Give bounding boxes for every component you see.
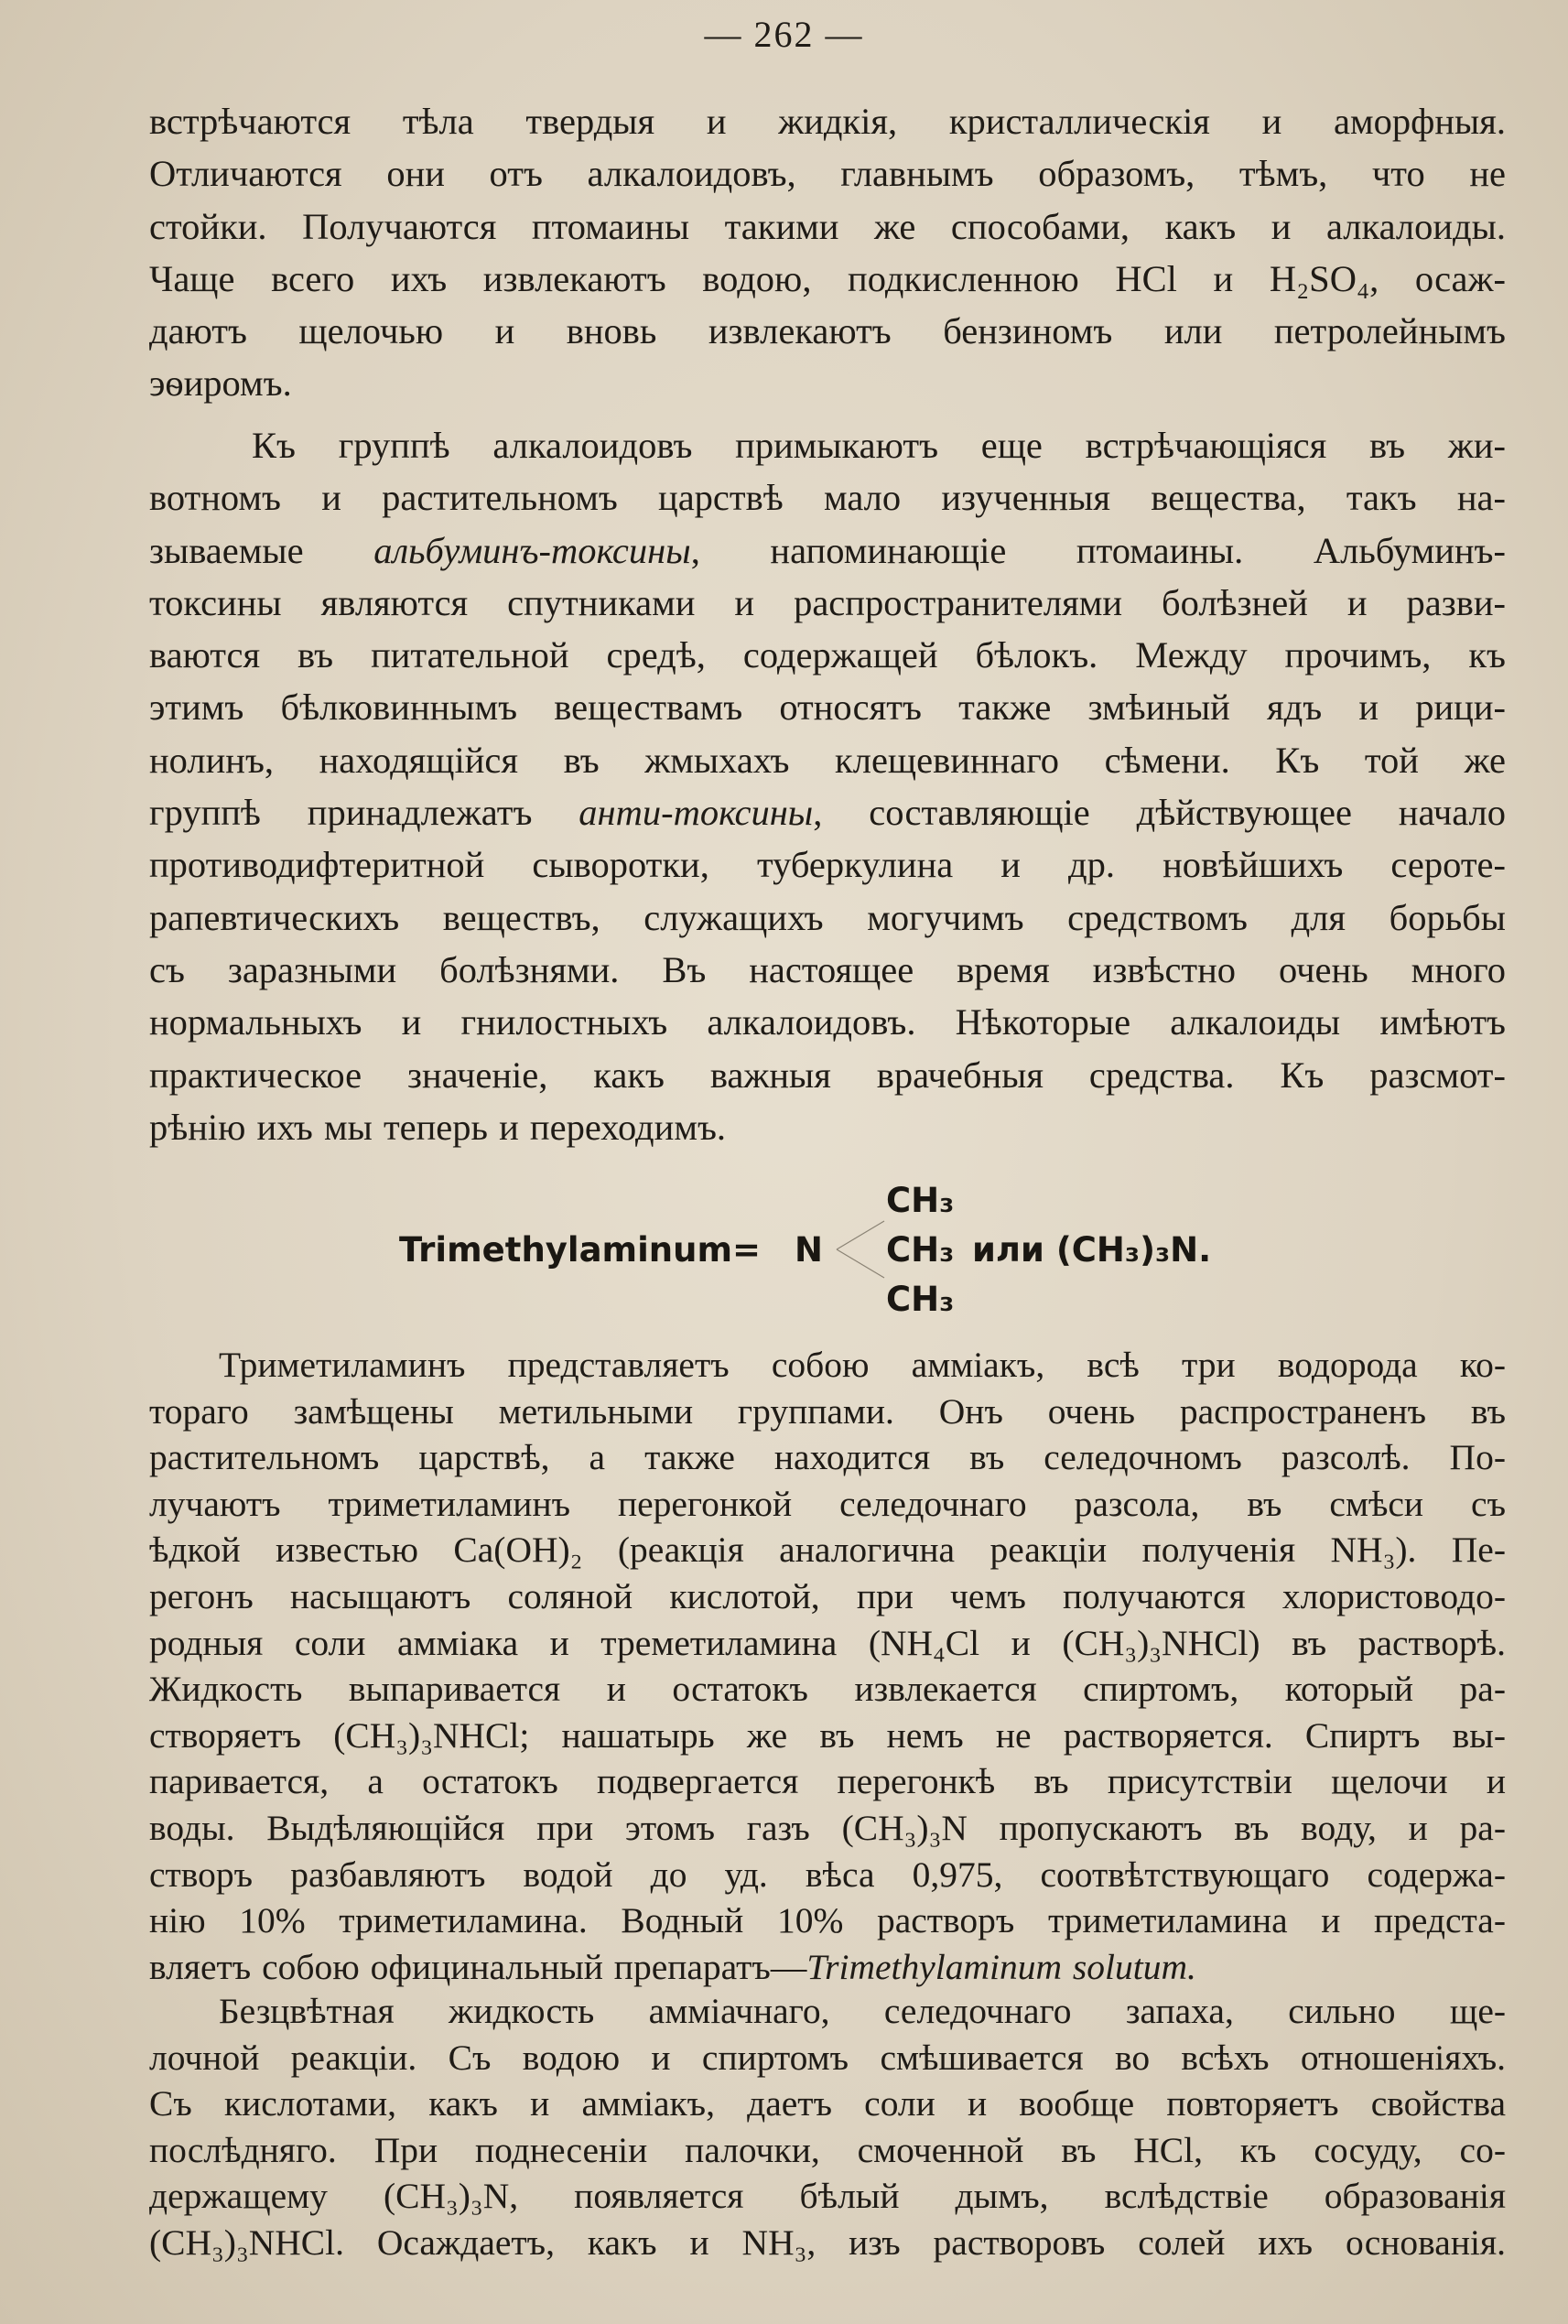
formula-equals: =: [732, 1230, 762, 1270]
text-line: нормальныхъ и гнилостныхъ алкалоидовъ. Нѣкоторые алкалоиды имѣютъ: [149, 1001, 1506, 1043]
text-line: нолинъ, находящійся въ жмыхахъ клещевиннаго сѣмени. Къ той же: [149, 739, 1506, 781]
text-line: рѣнію ихъ мы теперь и переходимъ.: [149, 1106, 727, 1148]
text-line: [149, 1944, 1506, 1991]
term-anti-toxins: анти-токсины: [579, 792, 814, 834]
text-line: лочной реакціи. Съ водою и спиртомъ смѣшивается во всѣхъ отношеніяхъ.: [149, 2037, 1506, 2078]
formula-methyl-top: CH₃: [886, 1181, 955, 1220]
paragraph-ptomaines-continued: [149, 95, 1506, 410]
text-line: даютъ щелочью и вновь извлекаютъ бензиномъ или петролейнымъ: [149, 310, 1506, 352]
text-line: Чаще всего ихъ извлекаютъ водою, подкисленною HCl и H₂SO₄, осаж-: [149, 257, 1506, 299]
text-line: Безцвѣтная жидкость амміачнаго, селедочнаго запаха, сильно ще-: [219, 1991, 1506, 2031]
paragraph-trimethylamine-preparation: [149, 1342, 1506, 1990]
paragraph-trimethylamine-properties: [149, 1988, 1506, 2266]
text-line: ѣдкой известью Ca(OH)₂ (реакція аналогична реакціи полученія NH₃). Пе-: [149, 1530, 1506, 1571]
text-line: (CH₃)₃NHCl. Осаждаетъ, какъ и NH₃, изъ растворовъ солей ихъ основанія.: [149, 2221, 1506, 2263]
text-line: Съ кислотами, какъ и амміакъ, даетъ соли и вообще повторяетъ свойства: [149, 2083, 1506, 2124]
text-line: встрѣчаются тѣла твердыя и жидкія, кристаллическія и аморфныя.: [149, 101, 1506, 142]
formula-condensed: или (CH₃)₃N.: [972, 1230, 1212, 1270]
page-number: — 262 —: [704, 14, 864, 55]
formula-nitrogen: N: [795, 1230, 823, 1270]
text-line: съ заразными болѣзнями. Въ настоящее время извѣстно очень много: [149, 948, 1506, 990]
text-line: паривается, а остатокъ подвергается перегонкѣ въ присутствіи щелочи и: [149, 1761, 1506, 1802]
trimethylamine-formula: [0, 1181, 1568, 1318]
text-line: практическое значеніе, какъ важныя врачебныя средства. Къ разсмот-: [149, 1054, 1506, 1096]
text-line: створяетъ (CH₃)₃NHCl; нашатырь же въ немъ не растворяется. Спиртъ вы-: [149, 1714, 1506, 1756]
formula-methyl-bottom: CH₃: [886, 1280, 955, 1319]
text-line: растительномъ царствѣ, а также находится въ селедочномъ разсолѣ. По-: [149, 1437, 1506, 1478]
paragraph-albumin-toxins: [149, 419, 1506, 1153]
text-line: Жидкость выпаривается и остатокъ извлекается спиртомъ, который ра-: [149, 1669, 1506, 1710]
text-run: зываемые: [149, 529, 374, 571]
text-line: тораго замѣщены метильными группами. Онъ очень распространенъ въ: [149, 1390, 1506, 1432]
text-run: , составляющіе дѣйствующее начало: [813, 792, 1506, 834]
text-line: эѳиромъ.: [149, 362, 292, 405]
text-line: нію 10% триметиламина. Водный 10% растворъ триметиламина и предста-: [149, 1900, 1506, 1941]
text-line: рапевтическихъ веществъ, служащихъ могучимъ средствомъ для борьбы: [149, 896, 1506, 938]
text-line: регонъ насыщаютъ соляной кислотой, при чемъ получаются хлористоводо-: [149, 1575, 1506, 1616]
text-line: [149, 524, 1506, 577]
text-line: Къ группѣ алкалоидовъ примыкаютъ еще встрѣчающіяся въ жи-: [252, 425, 1506, 466]
text-line: воды. Выдѣляющійся при этомъ газъ (CH₃)₃N пропускаютъ въ воду, и ра-: [149, 1807, 1506, 1848]
term-albumin-toxins: альбуминъ-токсины: [373, 529, 691, 571]
text-line: Отличаются они отъ алкалоидовъ, главнымъ образомъ, тѣмъ, что не: [149, 153, 1506, 195]
text-line: послѣдняго. При поднесеніи палочки, смоченной въ HCl, къ сосуду, со-: [149, 2129, 1506, 2170]
text-run: , напоминающіе птомаины. Альбуминъ-: [690, 529, 1506, 571]
text-line: ваются въ питательной средѣ, содержащей бѣлокъ. Между прочимъ, къ: [149, 634, 1506, 676]
formula-methyl-middle: CH₃: [886, 1230, 955, 1270]
preparation-name: Trimethylaminum solutum.: [806, 1946, 1196, 1987]
text-run: вляетъ собою официнальный препаратъ—: [149, 1946, 807, 1987]
text-line: [149, 786, 1506, 838]
text-line: Триметиламинъ представляетъ собою амміакъ, всѣ три водорода ко-: [219, 1345, 1506, 1385]
text-line: стойки. Получаются птомаины такими же способами, какъ и алкалоиды.: [149, 205, 1506, 247]
text-line: этимъ бѣлковиннымъ веществамъ относятъ также змѣиный ядъ и рици-: [149, 686, 1506, 729]
text-line: вотномъ и растительномъ царствѣ мало изученныя вещества, такъ на-: [149, 477, 1506, 519]
text-line: держащему (CH₃)₃N, появляется бѣлый дымъ, вслѣдствіе образованія: [149, 2176, 1506, 2217]
text-line: противодифтеритной сыворотки, туберкулина и др. новѣйшихъ серотe-: [149, 844, 1506, 886]
text-line: токсины являются спутниками и распространителями болѣзней и разви-: [149, 581, 1506, 623]
formula-name: Trimethylaminum: [399, 1230, 733, 1270]
text-line: родныя соли амміака и треметиламина (NH₄Cl и (CH₃)₃NHCl) въ растворѣ.: [149, 1622, 1506, 1663]
text-line: лучаютъ триметиламинъ перегонкой селедочнаго разсола, въ смѣси съ: [149, 1483, 1506, 1524]
formula-branch-lines: [835, 1217, 886, 1281]
text-run: группѣ принадлежатъ: [149, 792, 579, 834]
text-line: створъ разбавляютъ водой до уд. вѣса 0,975, соотвѣтствующаго содержа-: [149, 1854, 1506, 1895]
